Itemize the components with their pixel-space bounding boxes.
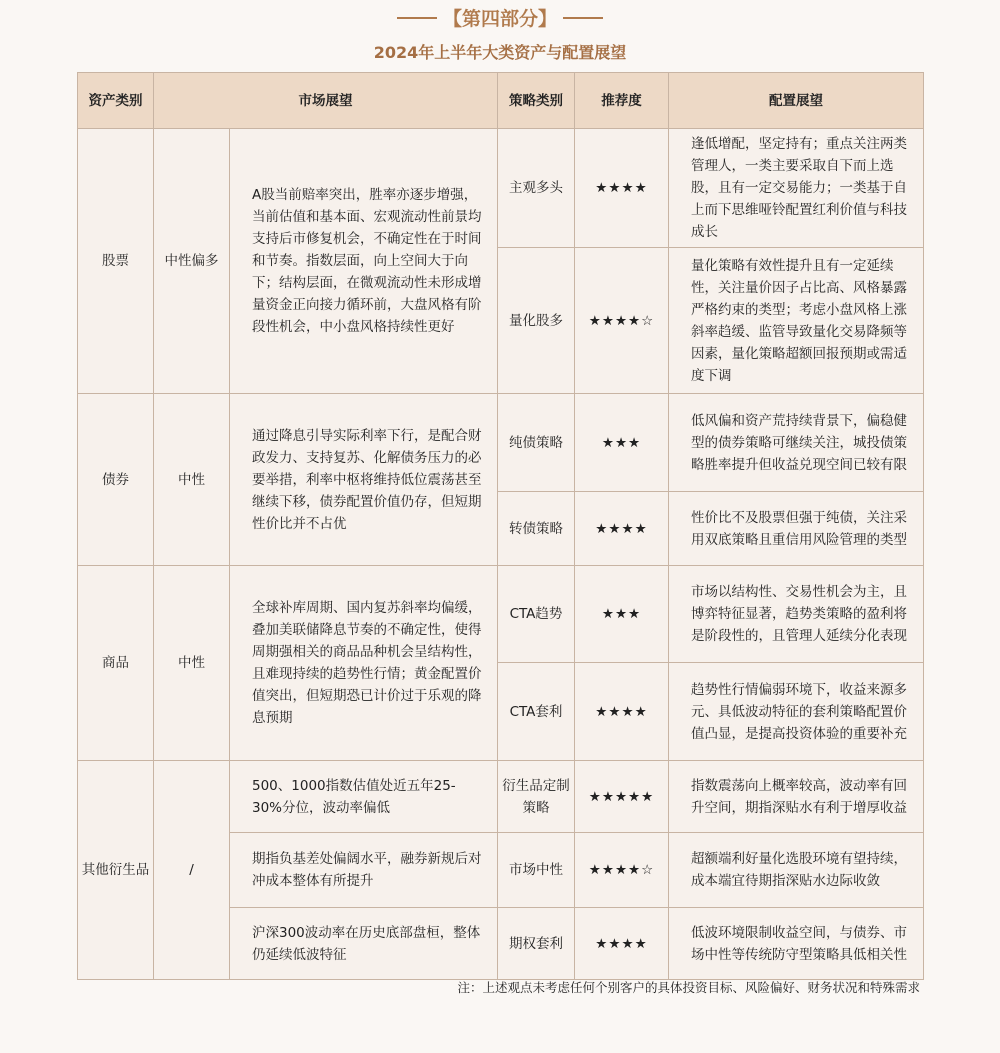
strategy-cell: CTA套利 xyxy=(498,663,575,761)
outlook-cell: 中性 xyxy=(154,566,230,761)
table-row xyxy=(78,129,924,248)
footnote: 注：上述观点未考虑任何个别客户的具体投资目标、风险偏好、财务状况和特殊需求 xyxy=(457,980,920,995)
table-row xyxy=(78,761,924,833)
market-outlook-cell: 全球补库周期、国内复苏斜率均偏缓，叠加美联储降息节奏的不确定性，使得周期强相关的商品品种机会呈结构性，且难现持续的趋势性行情；黄金配置价值突出，但短期恐已计价过于乐观的降息预期 xyxy=(230,566,498,761)
strategy-cell: CTA趋势 xyxy=(498,566,575,663)
strategy-cell: 主观多头 xyxy=(498,129,575,248)
allocation-cell: 逢低增配，坚定持有；重点关注两类管理人，一类主要采取自下而上选股，且有一定交易能力；一类基于自上而下思维哑铃配置红利价值与科技成长 xyxy=(669,129,924,248)
outlook-cell: / xyxy=(154,761,230,980)
page-subtitle: 2024年上半年大类资产与配置展望 xyxy=(373,43,627,62)
col-header-asset: 资产类别 xyxy=(78,73,154,129)
asset-cell: 商品 xyxy=(78,566,154,761)
table-row xyxy=(78,566,924,663)
market-outlook-cell: 通过降息引导实际利率下行，是配合财政发力、支持复苏、化解债务压力的必要举措，利率中枢将维持低位震荡甚至继续下移，债券配置价值仍存，但短期性价比并不占优 xyxy=(230,394,498,566)
col-header-market: 市场展望 xyxy=(154,73,498,129)
outlook-cell: 中性 xyxy=(154,394,230,566)
table-row xyxy=(78,394,924,492)
col-header-allocation: 配置展望 xyxy=(669,73,924,129)
allocation-cell: 指数震荡向上概率较高，波动率有回升空间，期指深贴水有利于增厚收益 xyxy=(669,761,924,833)
star-rating: ★★★★ xyxy=(575,663,669,761)
table-header-row xyxy=(78,73,924,129)
allocation-cell: 市场以结构性、交易性机会为主，且博弈特征显著，趋势类策略的盈利将是阶段性的，且管理人延续分化表现 xyxy=(669,566,924,663)
market-outlook-cell: A股当前赔率突出，胜率亦逐步增强，当前估值和基本面、宏观流动性前景均支持后市修复机会，不确定性在于时间和节奏。指数层面，向上空间大于向下；结构层面，在微观流动性未形成增量资金正向接力循环前，大盘风格有阶段性机会，中小盘风格持续性更好 xyxy=(230,129,498,394)
asset-cell: 其他衍生品 xyxy=(78,761,154,980)
asset-cell: 债券 xyxy=(78,394,154,566)
header-rule-right xyxy=(563,17,603,19)
strategy-cell: 衍生品定制策略 xyxy=(498,761,575,833)
strategy-cell: 市场中性 xyxy=(498,833,575,908)
strategy-cell: 期权套利 xyxy=(498,908,575,980)
strategy-cell: 纯债策略 xyxy=(498,394,575,492)
asset-cell: 股票 xyxy=(78,129,154,394)
market-outlook-cell: 期指负基差处偏阔水平，融券新规后对冲成本整体有所提升 xyxy=(230,833,498,908)
star-rating: ★★★ xyxy=(575,566,669,663)
allocation-cell: 性价比不及股票但强于纯债，关注采用双底策略且重信用风险管理的类型 xyxy=(669,492,924,566)
col-header-rating: 推荐度 xyxy=(575,73,669,129)
allocation-cell: 低波环境限制收益空间，与债券、市场中性等传统防守型策略具低相关性 xyxy=(669,908,924,980)
allocation-table xyxy=(77,72,924,980)
star-rating: ★★★★ xyxy=(575,129,669,248)
outlook-cell: 中性偏多 xyxy=(154,129,230,394)
allocation-cell: 量化策略有效性提升且有一定延续性，关注量价因子占比高、风格暴露严格约束的类型；考虑小盘风格上涨斜率趋缓、监管导致量化交易降频等因素，量化策略超额回报预期或需适度下调 xyxy=(669,248,924,394)
header-rule-left xyxy=(397,17,437,19)
star-rating: ★★★★ xyxy=(575,492,669,566)
allocation-cell: 趋势性行情偏弱环境下，收益来源多元、具低波动特征的套利策略配置价值凸显，是提高投资体验的重要补充 xyxy=(669,663,924,761)
market-outlook-cell: 500、1000指数估值处近五年25-30%分位，波动率偏低 xyxy=(230,761,498,833)
star-rating: ★★★★ xyxy=(575,908,669,980)
star-rating: ★★★★☆ xyxy=(575,833,669,908)
allocation-cell: 超额端利好量化选股环境有望持续，成本端宜待期指深贴水边际收敛 xyxy=(669,833,924,908)
market-outlook-cell: 沪深300波动率在历史底部盘桓，整体仍延续低波特征 xyxy=(230,908,498,980)
strategy-cell: 转债策略 xyxy=(498,492,575,566)
allocation-cell: 低风偏和资产荒持续背景下，偏稳健型的债券策略可继续关注，城投债策略胜率提升但收益兑现空间已较有限 xyxy=(669,394,924,492)
star-rating: ★★★★★ xyxy=(575,761,669,833)
col-header-strategy: 策略类别 xyxy=(498,73,575,129)
star-rating: ★★★ xyxy=(575,394,669,492)
star-rating: ★★★★☆ xyxy=(575,248,669,394)
section-title: 【第四部分】 xyxy=(442,8,557,30)
section-header xyxy=(0,4,1000,31)
strategy-cell: 量化股多 xyxy=(498,248,575,394)
